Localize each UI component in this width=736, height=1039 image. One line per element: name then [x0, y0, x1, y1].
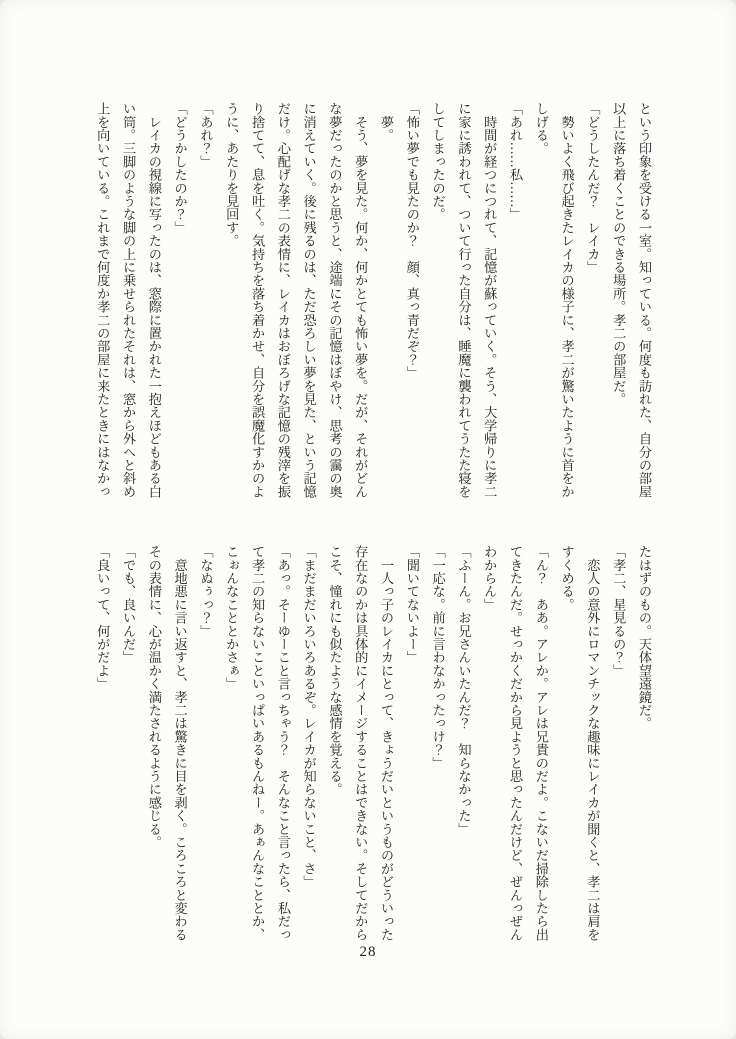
text-line: に消えていく。後に残るのは、ただ恐ろしい夢を見た、という記憶: [301, 102, 317, 498]
text-line: 「でも、良いんだ」: [121, 545, 137, 664]
text-line: すくめる。: [559, 545, 575, 611]
text-line: 「あっ。そーゆーこと言っちゃう？ そんなこと言ったら、私だっ: [275, 545, 291, 941]
text-line: レイカの視線に写ったのは、窓際に置かれた一抱えほどもある白: [146, 102, 162, 498]
text-line: 勢いよく飛び起きたレイカの様子に、孝二が驚いたように首をか: [559, 102, 575, 498]
text-line: たはずのもの。天体望遠鏡だ。: [637, 545, 652, 730]
text-line: こそ、憧れにも似たような感情を覚える。: [327, 545, 343, 796]
text-line: 以上に落ち着くことのできる場所。孝二の部屋だ。: [611, 102, 627, 406]
page-number: 28: [359, 944, 377, 960]
text-line: うに、あたりを見回す。: [224, 102, 240, 248]
text-line: な夢だったのかと思うと、途端にその記憶はぼやけ、思考の靄の奥: [327, 102, 343, 498]
text-line: その表情に、心が温かく満たされるように感じる。: [146, 545, 162, 849]
text-line: 「まだまだいろいろあるぞ。レイカが知らないこと、さ」: [301, 545, 317, 889]
text-line: て孝二の知らないこといっぱいあるもんねー。あぁんなこととか、: [250, 545, 266, 941]
text-line: 「良いって、何がだよ」: [95, 545, 111, 691]
text-line: だけ。心配げな孝二の表情に、レイカはおぼろげな記憶の残滓を振: [275, 102, 291, 498]
text-line: 「ふーん。お兄さんいたんだ？ 知らなかった」: [456, 545, 472, 836]
text-line: てきたんだ。せっかくだから見ようと思ったんだけど、ぜんっぜん: [508, 545, 524, 941]
text-line: 「どうかしたのか？」: [172, 102, 188, 234]
text-line: り捨てて、息を吐く。気持ちを落ち着かせ、自分を誤魔化すかのよ: [250, 102, 266, 498]
text-line: という印象を受ける一室。知っている。何度も訪れた、自分の部屋: [637, 102, 652, 498]
text-line: こぉんなこととかさぁ」: [224, 545, 240, 691]
text-line: 「一応な。前に言わなかったっけ？」: [430, 545, 446, 770]
text-line: 時間が経つにつれて、記憶が蘇っていく。そう、大学帰りに孝二: [482, 102, 498, 498]
text-line: 恋人の意外にロマンチックな趣味にレイカが聞くと、孝二は肩を: [585, 545, 601, 941]
text-line: 「あれ……私……」: [508, 102, 524, 221]
text-line: 一人っ子のレイカにとって、きょうだいというものがどういった: [379, 545, 395, 941]
text-line: 「孝二、星見るの？」: [611, 545, 627, 677]
text-line: 意地悪に言い返すと、孝二は驚きに目を剥く。ころころと変わる: [172, 545, 188, 941]
text-line: 「あれ？」: [198, 102, 214, 168]
text-line: してしまったのだ。: [430, 102, 446, 221]
text-line: 「どうしたんだ？ レイカ」: [585, 102, 601, 274]
text-line: 「怖い夢でも見たのか？ 顔、真っ青だぞ？」: [404, 102, 420, 380]
text-line: 「ん？ ああ。アレか。アレは兄貴のだよ。こないだ掃除したら出: [533, 545, 549, 941]
text-line: そう、夢を見た。何か、何かとても怖い夢を。だが、それがどん: [353, 102, 369, 498]
text-line: に家に誘われて、ついて行った自分は、睡魔に襲われてうたた寝を: [456, 102, 472, 498]
text-line: わからん」: [482, 545, 498, 611]
text-line: 存在なのかは具体的にイメージすることはできない。そしてだから: [353, 545, 369, 941]
text-line: 「聞いてないよー」: [404, 545, 420, 664]
text-line: い筒。三脚のような脚の上に乗せられたそれは、窓から外へと斜め: [121, 102, 137, 498]
text-line: 上を向いている。これまで何度か孝二の部屋に来たときにはなかっ: [95, 102, 111, 498]
text-line: しげる。: [533, 102, 549, 155]
text-line: 夢。: [379, 102, 395, 142]
upper-text-block: [87, 102, 657, 500]
lower-text-block: [87, 545, 657, 943]
text-line: 「なぬぅっ？」: [198, 545, 214, 638]
